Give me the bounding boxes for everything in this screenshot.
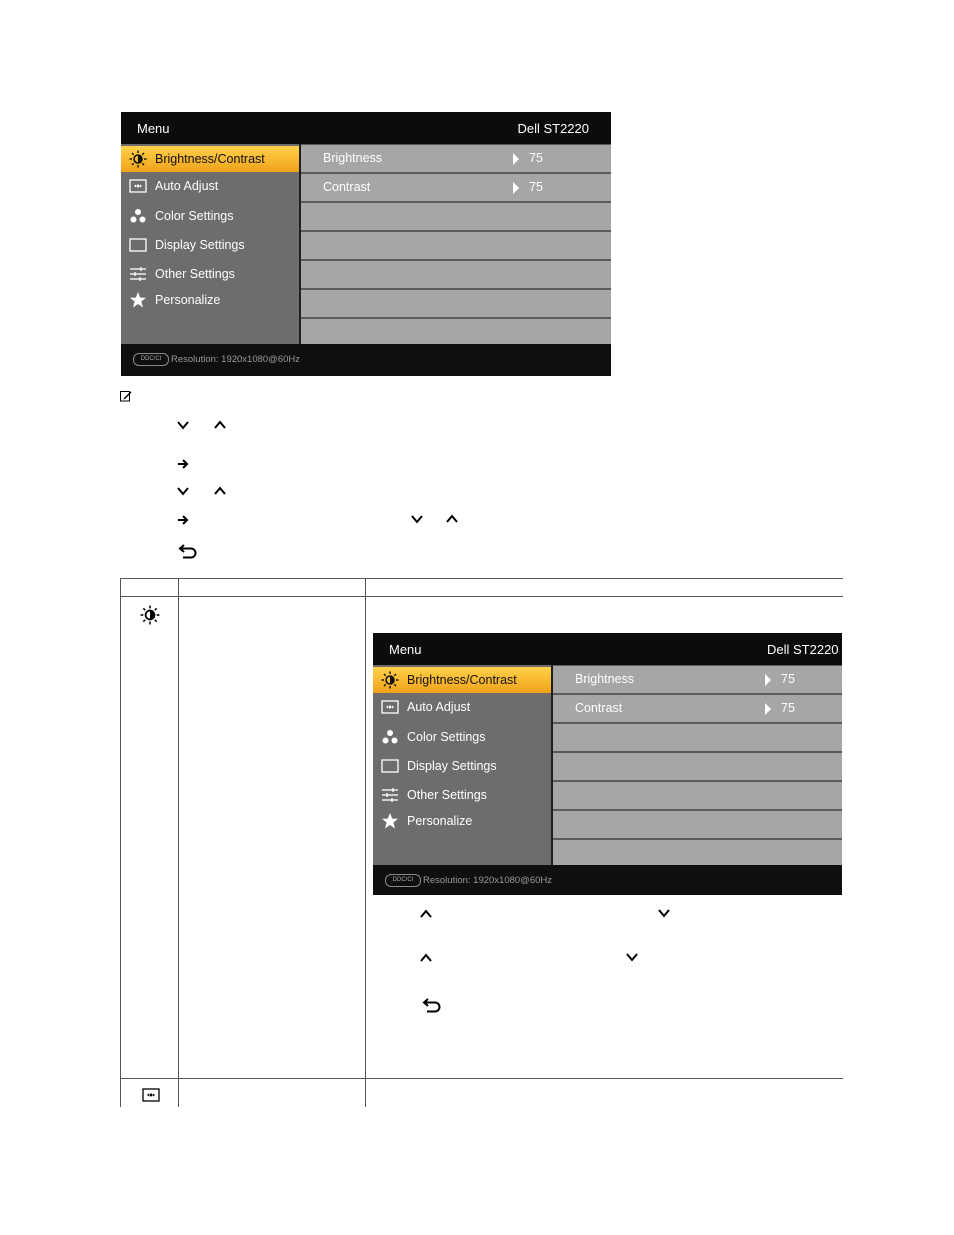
- osd-item-label: Personalize: [407, 814, 473, 828]
- osd-menu-screenshot-top: [121, 112, 611, 376]
- osd-submenu-row-brightness[interactable]: [553, 666, 842, 693]
- osd-submenu-row-empty: [553, 753, 842, 780]
- resolution-text: Resolution: 1920x1080@60Hz: [171, 354, 301, 365]
- submenu-value: 75: [529, 180, 543, 194]
- auto-adjust-icon: [121, 179, 155, 193]
- osd-submenu: [301, 144, 611, 344]
- osd-footer: [373, 865, 842, 895]
- osd-item-personalize[interactable]: [121, 287, 299, 313]
- osd-title: Menu: [389, 642, 422, 657]
- osd-submenu-row-empty: [301, 290, 611, 317]
- osd-submenu-row-contrast[interactable]: [301, 174, 611, 201]
- osd-item-personalize[interactable]: [373, 808, 551, 834]
- osd-main-menu: [373, 665, 551, 865]
- osd-item-label: Brightness/Contrast: [407, 673, 517, 687]
- osd-footer: [121, 344, 611, 376]
- osd-item-label: Display Settings: [155, 238, 245, 252]
- osd-clip: [373, 633, 842, 895]
- osd-submenu-row-contrast[interactable]: [553, 695, 842, 722]
- osd-item-label: Color Settings: [155, 209, 234, 223]
- back-arrow-icon: [422, 996, 442, 1014]
- arrow-right-icon: [176, 457, 190, 471]
- brightness-contrast-icon: [140, 605, 160, 625]
- arrow-right-icon: [176, 513, 190, 527]
- display-settings-icon: [373, 759, 407, 773]
- osd-model: Dell ST2220: [517, 121, 589, 136]
- other-settings-icon: [373, 787, 407, 803]
- color-settings-icon: [373, 729, 407, 745]
- submenu-value: 75: [781, 672, 795, 686]
- chevron-up-icon: [419, 951, 433, 965]
- chevron-up-icon: [419, 907, 433, 921]
- osd-submenu-row-empty: [553, 811, 842, 838]
- arrow-right-icon: [513, 153, 519, 165]
- osd-submenu-row-empty: [553, 840, 842, 865]
- osd-header: [121, 112, 611, 144]
- osd-item-label: Color Settings: [407, 730, 486, 744]
- chevron-up-icon: [213, 418, 227, 432]
- osd-item-brightness-contrast[interactable]: [121, 146, 299, 172]
- osd-submenu-row-empty: [301, 203, 611, 230]
- other-settings-icon: [121, 266, 155, 282]
- auto-adjust-icon: [142, 1088, 160, 1102]
- osd-model: Dell ST2220: [767, 642, 839, 657]
- resolution-text: Resolution: 1920x1080@60Hz: [423, 875, 553, 886]
- auto-adjust-icon: [373, 700, 407, 714]
- star-icon: [121, 291, 155, 309]
- submenu-label: Contrast: [323, 180, 371, 194]
- submenu-label: Contrast: [575, 701, 623, 715]
- arrow-right-icon: [513, 182, 519, 194]
- osd-submenu: [553, 665, 842, 865]
- pencil-note-icon: [120, 390, 132, 402]
- osd-header: [373, 633, 842, 665]
- osd-main-menu: [121, 144, 299, 344]
- submenu-label: Brightness: [575, 672, 635, 686]
- osd-item-display-settings[interactable]: [121, 232, 299, 258]
- ddc-ci-logo: DDC/CI: [385, 874, 421, 887]
- display-settings-icon: [121, 238, 155, 252]
- chevron-down-icon: [625, 950, 639, 964]
- chevron-down-icon: [410, 512, 424, 526]
- submenu-value: 75: [529, 151, 543, 165]
- osd-item-label: Auto Adjust: [407, 700, 471, 714]
- osd-menu-screenshot-table: [373, 633, 842, 895]
- osd-submenu-row-empty: [553, 782, 842, 809]
- osd-item-other-settings[interactable]: [373, 782, 551, 808]
- back-arrow-icon: [178, 542, 198, 560]
- chevron-up-icon: [213, 484, 227, 498]
- brightness-contrast-icon: [121, 150, 155, 168]
- osd-item-brightness-contrast[interactable]: [373, 667, 551, 693]
- color-settings-icon: [121, 208, 155, 224]
- osd-item-label: Other Settings: [407, 788, 487, 802]
- chevron-up-icon: [445, 512, 459, 526]
- osd-item-color-settings[interactable]: [373, 724, 551, 750]
- osd-item-other-settings[interactable]: [121, 261, 299, 287]
- submenu-value: 75: [781, 701, 795, 715]
- osd-title: Menu: [137, 121, 170, 136]
- arrow-right-icon: [765, 703, 771, 715]
- star-icon: [373, 812, 407, 830]
- osd-submenu-row-empty: [553, 724, 842, 751]
- osd-item-color-settings[interactable]: [121, 203, 299, 229]
- osd-submenu-row-brightness[interactable]: [301, 145, 611, 172]
- osd-submenu-row-empty: [301, 232, 611, 259]
- osd-item-auto-adjust[interactable]: [121, 173, 299, 199]
- osd-item-auto-adjust[interactable]: [373, 694, 551, 720]
- osd-item-display-settings[interactable]: [373, 753, 551, 779]
- osd-submenu-row-empty: [301, 261, 611, 288]
- osd-submenu-row-empty: [301, 319, 611, 344]
- osd-item-label: Brightness/Contrast: [155, 152, 265, 166]
- osd-item-label: Personalize: [155, 293, 221, 307]
- submenu-label: Brightness: [323, 151, 383, 165]
- chevron-down-icon: [176, 418, 190, 432]
- ddc-ci-logo: DDC/CI: [133, 353, 169, 366]
- osd-item-label: Auto Adjust: [155, 179, 219, 193]
- arrow-right-icon: [765, 674, 771, 686]
- chevron-down-icon: [657, 906, 671, 920]
- brightness-contrast-icon: [373, 671, 407, 689]
- chevron-down-icon: [176, 484, 190, 498]
- osd-item-label: Display Settings: [407, 759, 497, 773]
- osd-item-label: Other Settings: [155, 267, 235, 281]
